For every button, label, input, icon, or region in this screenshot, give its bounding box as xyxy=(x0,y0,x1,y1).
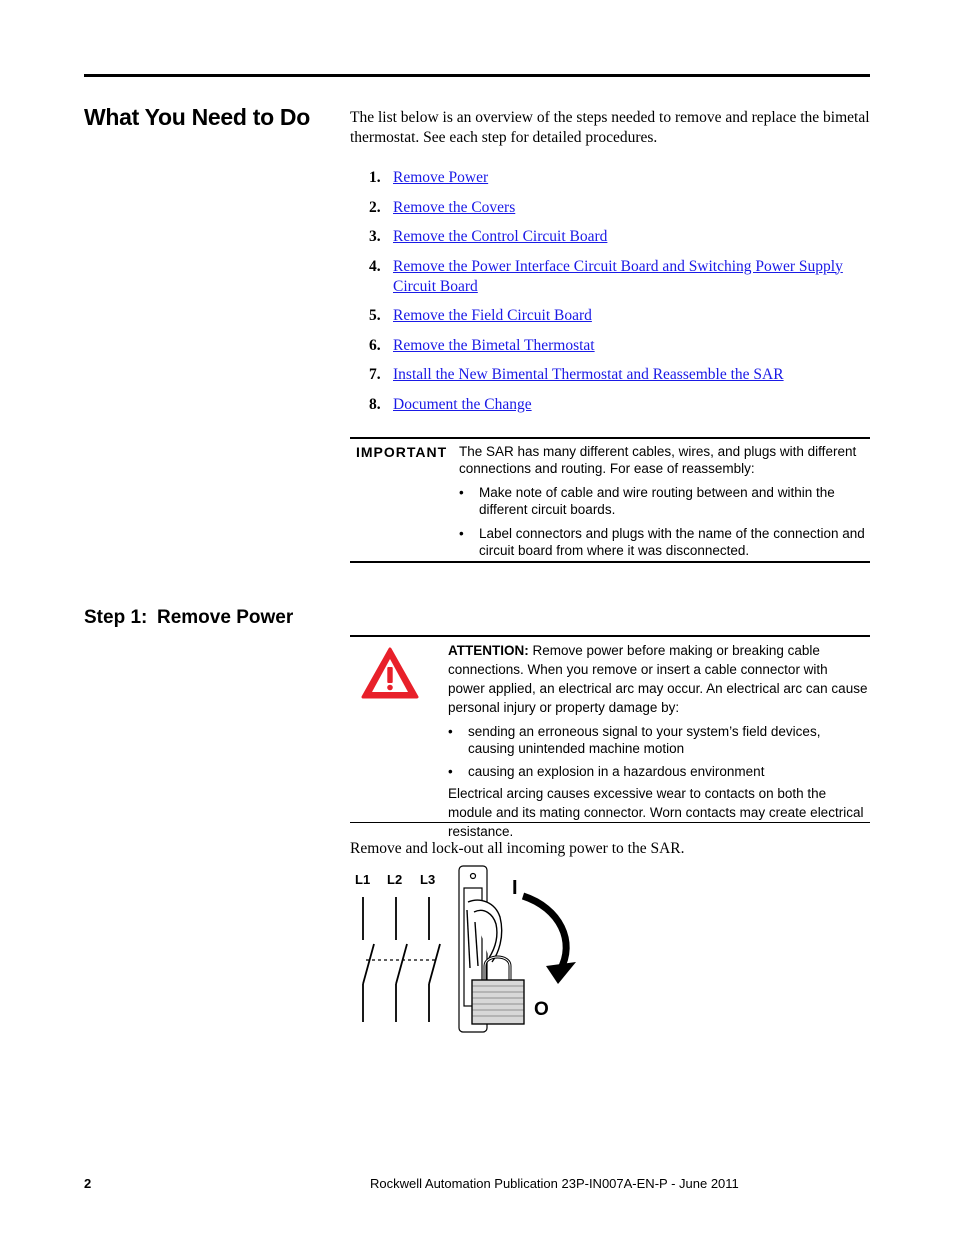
important-text: The SAR has many different cables, wires, and plugs with different connections and routing. For ease of reassembly: xyxy=(459,444,857,476)
list-item: 4. Remove the Power Interface Circuit Board and Switching Power Supply Circuit Board xyxy=(350,257,870,297)
attention-box xyxy=(350,635,870,839)
list-item: 3. Remove the Control Circuit Board xyxy=(369,228,608,245)
list-item: 5. Remove the Field Circuit Board xyxy=(369,307,592,324)
phase-label-l3: L3 xyxy=(420,872,436,887)
important-label: IMPORTANT xyxy=(356,444,448,460)
publication-info: Rockwell Automation Publication 23P-IN007A-EN-P - June 2011 xyxy=(370,1176,739,1191)
page-number: 2 xyxy=(84,1176,92,1191)
arrow-head-icon xyxy=(546,962,576,984)
section-title: What You Need to Do xyxy=(84,104,310,130)
step-number: Step 1: xyxy=(84,607,148,628)
top-rule xyxy=(84,74,870,77)
important-box xyxy=(350,437,870,563)
attention-bullet: • causing an explosion in a hazardous environment xyxy=(448,763,868,780)
important-bullet: • Label connectors and plugs with the name of the connection and circuit board from where it was disconnected. xyxy=(459,525,869,559)
step-link-remove-field-board[interactable]: Remove the Field Circuit Board xyxy=(393,307,592,324)
important-body xyxy=(459,443,869,559)
intro-paragraph: The list below is an overview of the steps needed to remove and replace the bimetal thermostat. See each step for detailed procedures. xyxy=(350,109,870,146)
disconnect-switch-icon xyxy=(363,897,440,1022)
step-link-remove-control-board[interactable]: Remove the Control Circuit Board xyxy=(393,228,608,245)
lockout-switch-diagram xyxy=(350,862,590,1042)
list-item: 2. Remove the Covers xyxy=(369,198,516,216)
phase-label-l1: L1 xyxy=(355,872,371,887)
important-bullet: • Make note of cable and wire routing between and within the different circuit boards. xyxy=(459,484,869,518)
list-item: 6. Remove the Bimetal Thermostat xyxy=(369,336,595,354)
off-label: O xyxy=(534,999,549,1020)
step-link-install-thermostat[interactable]: Install the New Bimental Thermostat and Reassemble the SAR xyxy=(393,366,784,383)
step-link-remove-power-interface-board[interactable]: Remove the Power Interface Circuit Board and Switching Power Supply Circuit Board xyxy=(393,257,843,295)
attention-bullet: • sending an erroneous signal to your system’s field devices, causing unintended machine motion xyxy=(448,723,868,757)
attention-body xyxy=(448,641,868,841)
step-link-remove-covers[interactable]: Remove the Covers xyxy=(393,198,516,216)
attention-text: ATTENTION: Remove power before making or breaking cable connections. When you remove or insert a cable connector with power applied, an electrical arc may occur. An electrical arc can cause personal injury or property damage by: xyxy=(448,643,868,715)
step-title: Remove Power xyxy=(157,607,294,628)
attention-after-text: Electrical arcing causes excessive wear to contacts on both the module and its mating connector. Worn contacts may create electrical resistance. xyxy=(448,786,864,839)
step-link-remove-power[interactable]: Remove Power xyxy=(393,169,489,186)
step-heading xyxy=(84,607,293,629)
steps-list xyxy=(350,168,870,424)
list-item: 8. Document the Change xyxy=(369,395,532,413)
rotation-arrow-icon xyxy=(523,896,566,970)
step-link-document-change[interactable]: Document the Change xyxy=(393,395,532,413)
remove-power-instruction: Remove and lock-out all incoming power to the SAR. xyxy=(350,840,685,857)
on-label: I xyxy=(512,877,518,899)
phase-label-l2: L2 xyxy=(387,872,403,887)
list-item: 1. Remove Power xyxy=(369,169,489,186)
attention-label: ATTENTION: xyxy=(448,643,529,658)
list-item: 7. Install the New Bimental Thermostat and Reassemble the SAR xyxy=(369,366,784,383)
step-link-remove-thermostat[interactable]: Remove the Bimetal Thermostat xyxy=(393,336,595,354)
warning-triangle-icon xyxy=(361,647,419,701)
